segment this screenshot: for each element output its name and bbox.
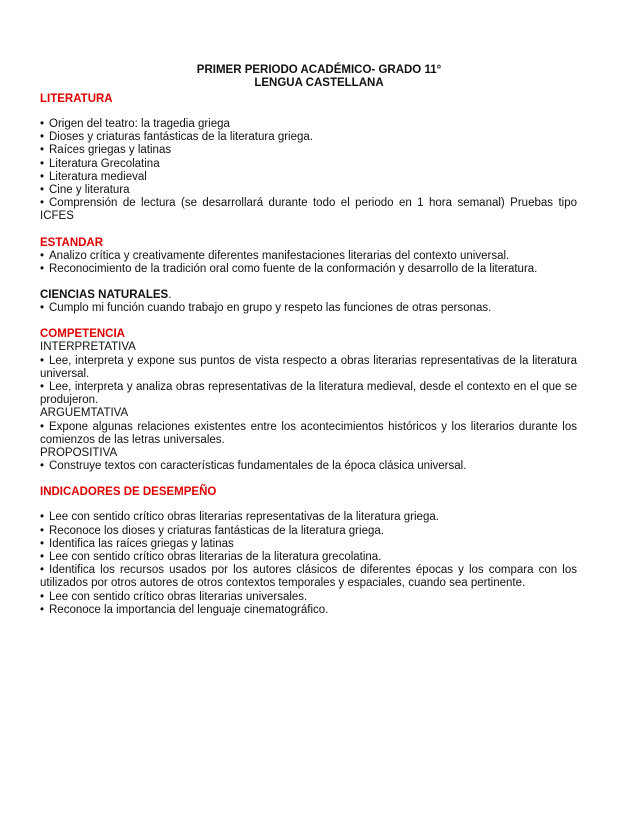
- list-item: [40, 604, 577, 617]
- list-item: [40, 250, 577, 263]
- spacer: [40, 276, 577, 288]
- list-item: [40, 171, 577, 184]
- ciencias-list: [40, 302, 577, 315]
- bullet-icon: •: [40, 262, 45, 275]
- list-item-text: Literatura medieval: [49, 170, 147, 183]
- bullet-icon: •: [40, 524, 45, 537]
- list-item: [40, 538, 577, 551]
- list-item-text: Lee con sentido crítico obras literarias universales.: [49, 590, 308, 603]
- list-item-text: Origen del teatro: la tragedia griega: [49, 118, 230, 130]
- list-item-text: Expone algunas relaciones existentes entre los acontecimientos históricos y los literarios durante los comienzos de las letras universales.: [40, 420, 577, 446]
- argumentativa-list: [40, 421, 577, 447]
- list-item-text: Lee, interpreta y analiza obras representativas de la literatura medieval, desde el contexto en el que se produjeron.: [40, 381, 577, 407]
- ciencias-heading: CIENCIAS NATURALES: [40, 289, 169, 302]
- spacer: [40, 473, 577, 485]
- list-item: [40, 564, 577, 590]
- list-item: [40, 184, 577, 197]
- bullet-icon: •: [40, 144, 45, 157]
- bullet-icon: •: [40, 537, 45, 550]
- bullet-icon: •: [40, 564, 45, 577]
- list-item-text: Dioses y criaturas fantásticas de la literatura griega.: [49, 131, 313, 144]
- list-item: [40, 551, 577, 564]
- list-item-text: Literatura Grecolatina: [49, 157, 160, 170]
- document-title: PRIMER PERIODO ACADÉMICO- GRADO 11°: [196, 64, 442, 76]
- propositiva-list: [40, 460, 577, 473]
- list-item-text: Comprensión de lectura (se desarrollará durante todo el periodo en 1 hora semanal) Pruebas tipo ICFES: [40, 197, 577, 223]
- argumentativa-label: ARGUEMTATIVA: [40, 407, 129, 420]
- list-item: [40, 158, 577, 171]
- list-item: [40, 263, 577, 276]
- bullet-icon: •: [40, 118, 45, 130]
- list-item: [40, 591, 577, 604]
- indicadores-list: [40, 511, 577, 617]
- list-item-text: Lee con sentido crítico obras literarias representativas de la literatura griega.: [49, 511, 439, 524]
- bullet-icon: •: [40, 551, 45, 564]
- document-subtitle: LENGUA CASTELLANA: [254, 77, 384, 89]
- list-item: [40, 421, 577, 447]
- propositiva-label: PROPOSITIVA: [40, 447, 118, 460]
- list-item: [40, 525, 577, 538]
- list-item-text: Lee con sentido crítico obras literarias de la literatura grecolatina.: [49, 551, 382, 564]
- spacer: [40, 499, 577, 511]
- bullet-icon: •: [40, 131, 45, 144]
- spacer: [40, 315, 577, 327]
- indicadores-heading: INDICADORES DE DESEMPEÑO: [40, 486, 217, 499]
- bullet-icon: •: [40, 249, 45, 262]
- list-item-text: Construye textos con características fundamentales de la época clásica universal.: [49, 460, 467, 473]
- list-item: [40, 302, 577, 315]
- list-item-text: Identifica los recursos usados por los autores clásicos de diferentes épocas y los compara con los utilizados por otros autores de otros contextos temporales y espaciales, cuando sea pertinente.: [40, 564, 577, 590]
- ciencias-heading-suffix: .: [168, 289, 172, 302]
- spacer: [40, 106, 577, 118]
- bullet-icon: •: [40, 603, 45, 616]
- list-item: [40, 460, 577, 473]
- list-item: [40, 144, 577, 157]
- interpretativa-label: INTERPRETATIVA: [40, 341, 136, 354]
- list-item-text: Reconocimiento de la tradición oral como fuente de la conformación y desarrollo de la literatura.: [49, 262, 538, 275]
- list-item-text: Lee, interpreta y expone sus puntos de vista respecto a obras literarias representativas de la literatura universal.: [40, 354, 577, 380]
- bullet-icon: •: [40, 157, 45, 170]
- bullet-icon: •: [40, 420, 45, 433]
- list-item-text: Reconoce los dioses y criaturas fantásticas de la literatura griega.: [49, 524, 384, 537]
- bullet-icon: •: [40, 302, 45, 315]
- list-item: [40, 511, 577, 524]
- literatura-list: [40, 118, 577, 224]
- list-item-text: Cine y literatura: [49, 184, 130, 197]
- literatura-heading: LITERATURA: [40, 93, 113, 105]
- list-item: [40, 131, 577, 144]
- bullet-icon: •: [40, 197, 45, 210]
- bullet-icon: •: [40, 381, 45, 394]
- bullet-icon: •: [40, 511, 45, 524]
- estandar-heading: ESTANDAR: [40, 236, 104, 249]
- bullet-icon: •: [40, 460, 45, 473]
- list-item: [40, 197, 577, 223]
- bullet-icon: •: [40, 590, 45, 603]
- bullet-icon: •: [40, 184, 45, 197]
- ciencias-heading-row: [40, 288, 577, 302]
- interpretativa-list: [40, 355, 577, 408]
- list-item: [40, 381, 577, 407]
- document-body: [40, 92, 577, 617]
- list-item-text: Reconoce la importancia del lenguaje cinematográfico.: [49, 603, 329, 616]
- estandar-list: [40, 250, 577, 276]
- list-item-text: Identifica las raíces griegas y latinas: [49, 537, 234, 550]
- bullet-icon: •: [40, 354, 45, 367]
- bullet-icon: •: [40, 170, 45, 183]
- list-item-text: Raíces griegas y latinas: [49, 144, 172, 157]
- spacer: [40, 224, 577, 236]
- list-item: [40, 355, 577, 381]
- competencia-heading: COMPETENCIA: [40, 328, 125, 341]
- list-item-text: Cumplo mi función cuando trabajo en grupo y respeto las funciones de otras personas.: [49, 302, 492, 315]
- list-item-text: Analizo crítica y creativamente diferentes manifestaciones literarias del contexto universal.: [49, 249, 510, 262]
- list-item: [40, 118, 577, 131]
